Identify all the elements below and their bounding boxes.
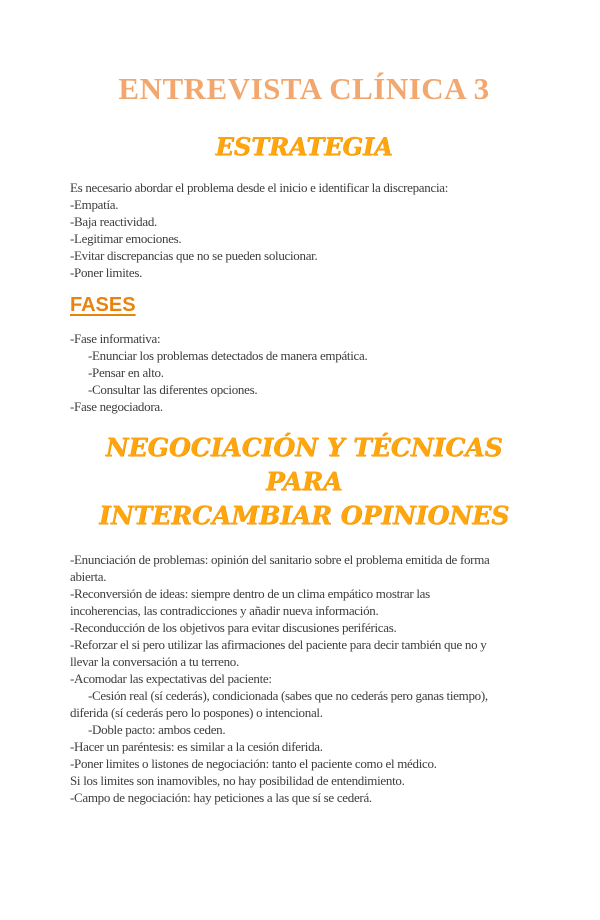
estrategia-item: -Legitimar emociones. bbox=[70, 231, 182, 246]
fases-line: -Pensar en alto. bbox=[88, 365, 164, 380]
fases-line: -Fase informativa: bbox=[70, 331, 161, 346]
heading-negociacion-line1: NEGOCIACIÓN Y TÉCNICAS PARA bbox=[105, 433, 503, 496]
negociacion-line: incoherencias, las contradicciones y añadir nueva información. bbox=[70, 603, 379, 618]
negociacion-section bbox=[70, 551, 538, 806]
negociacion-line: -Reconversión de ideas: siempre dentro de un clima empático mostrar las bbox=[70, 586, 430, 601]
estrategia-intro: Es necesario abordar el problema desde el inicio e identificar la discrepancia: bbox=[70, 180, 449, 195]
negociacion-line: -Reconducción de los objetivos para evitar discusiones periféricas. bbox=[70, 620, 397, 635]
estrategia-section bbox=[70, 179, 538, 281]
negociacion-line: -Doble pacto: ambos ceden. bbox=[88, 722, 226, 737]
heading-estrategia: ESTRATEGIA bbox=[215, 132, 393, 161]
fases-line: -Consultar las diferentes opciones. bbox=[88, 382, 258, 397]
estrategia-item: -Evitar discrepancias que no se pueden solucionar. bbox=[70, 248, 318, 263]
page-title: ENTREVISTA CLÍNICA 3 bbox=[118, 71, 490, 106]
heading-fases: FASES bbox=[70, 294, 136, 316]
negociacion-line: -Poner limites o listones de negociación: tanto el paciente como el médico. bbox=[70, 756, 437, 771]
fases-line: -Fase negociadora. bbox=[70, 399, 163, 414]
estrategia-item: -Poner limites. bbox=[70, 265, 143, 280]
fases-line: -Enunciar los problemas detectados de manera empática. bbox=[88, 348, 368, 363]
negociacion-line: -Enunciación de problemas: opinión del sanitario sobre el problema emitida de forma bbox=[70, 552, 490, 567]
document-page bbox=[0, 72, 600, 920]
negociacion-line: -Campo de negociación: hay peticiones a las que sí se cederá. bbox=[70, 790, 372, 805]
negociacion-line: Si los limites son inamovibles, no hay posibilidad de entendimiento. bbox=[70, 773, 405, 788]
heading-negociacion bbox=[70, 431, 538, 533]
negociacion-line: -Cesión real (sí cederás), condicionada (sabes que no cederás pero ganas tiempo), bbox=[88, 688, 488, 703]
estrategia-item: -Baja reactividad. bbox=[70, 214, 157, 229]
heading-negociacion-line2: INTERCAMBIAR OPINIONES bbox=[98, 501, 510, 530]
negociacion-line: -Acomodar las expectativas del paciente: bbox=[70, 671, 272, 686]
negociacion-line: -Reforzar el si pero utilizar las afirmaciones del paciente para decir también que no y bbox=[70, 637, 487, 652]
negociacion-line: diferida (sí cederás pero lo pospones) o intencional. bbox=[70, 705, 323, 720]
negociacion-line: -Hacer un paréntesis: es similar a la cesión diferida. bbox=[70, 739, 323, 754]
negociacion-line: llevar la conversación a tu terreno. bbox=[70, 654, 239, 669]
fases-section bbox=[70, 330, 538, 415]
estrategia-item: -Empatía. bbox=[70, 197, 119, 212]
negociacion-line: abierta. bbox=[70, 569, 107, 584]
